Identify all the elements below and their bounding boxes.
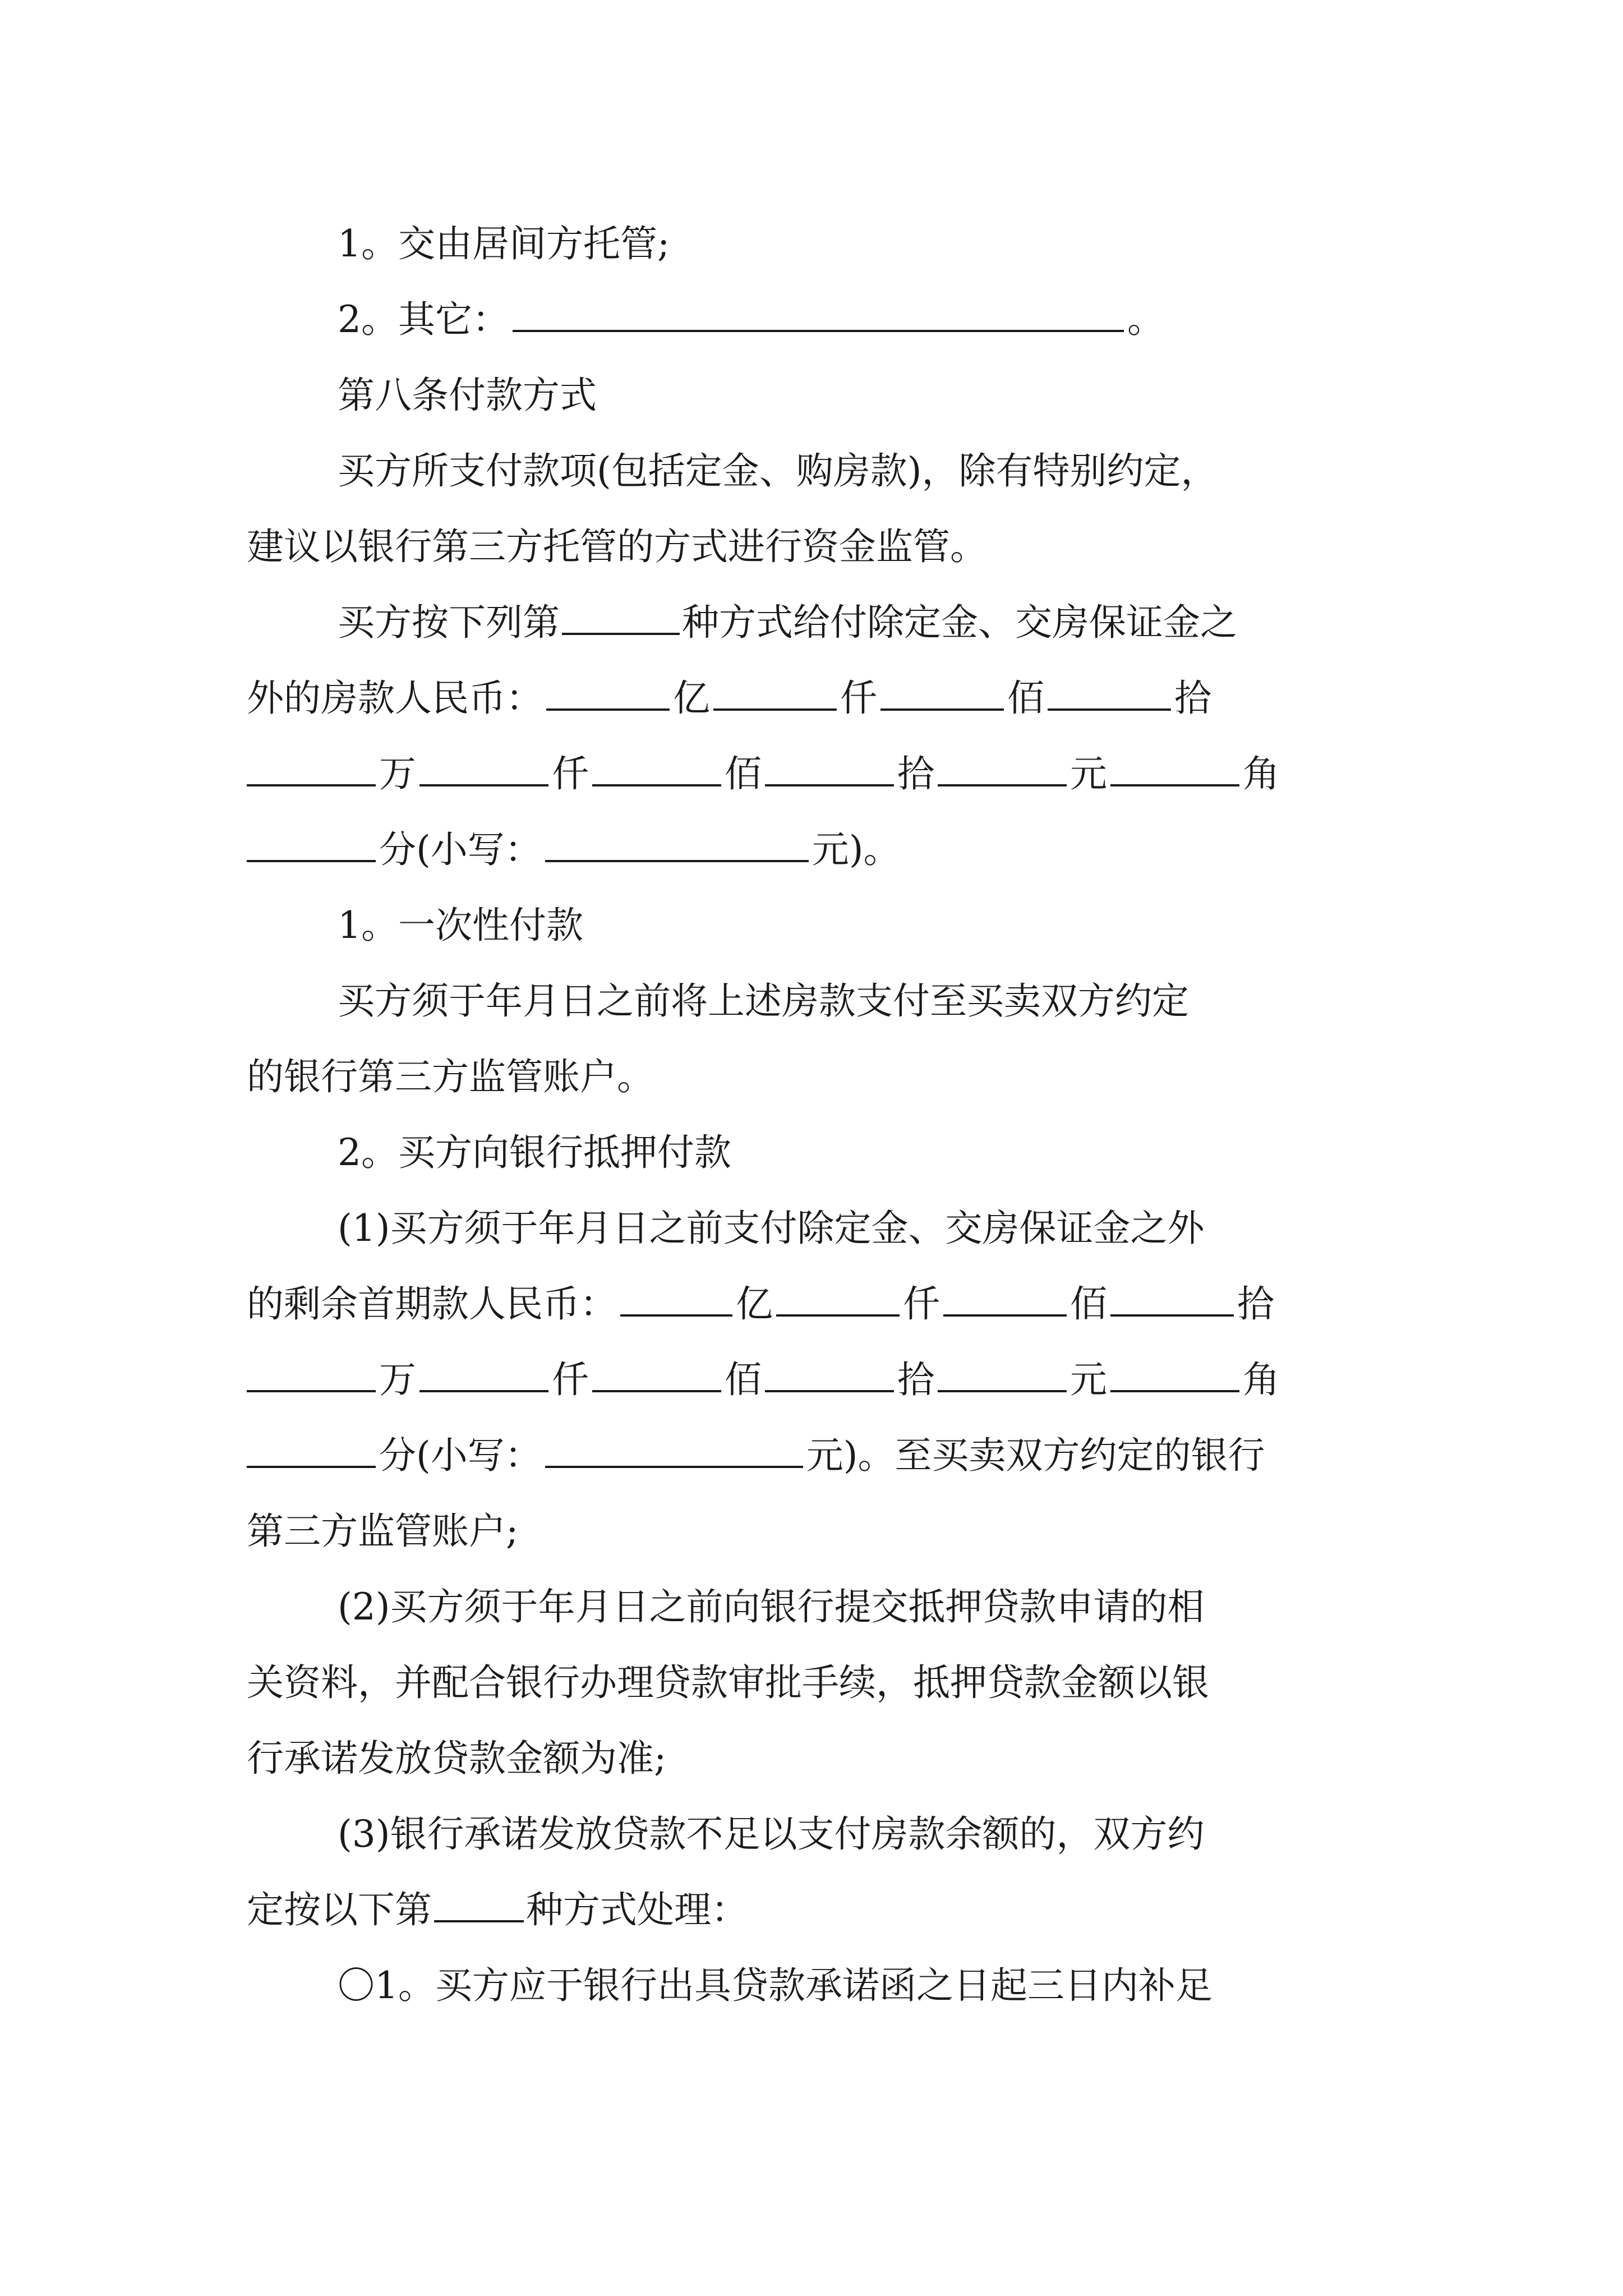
text-payment-intro-line2: 建议以银行第三方托管的方式进行资金监管。 <box>247 525 987 568</box>
blank-shi-3[interactable] <box>1110 1282 1234 1317</box>
unit-shi: 拾 <box>1174 677 1211 720</box>
unit-shi-3: 拾 <box>1237 1282 1274 1326</box>
text-lump-sum-line1: 买方须于年月日之前将上述房款支付至买卖双方约定 <box>338 979 1189 1023</box>
amount-line-4 <box>247 1276 1274 1332</box>
paragraph-mortgage-3-line1 <box>338 1806 1381 1862</box>
blank-wan-2[interactable] <box>247 1358 376 1392</box>
text-down-payment-label: 的剩余首期款人民币： <box>247 1282 617 1326</box>
amount-line-3 <box>247 822 901 878</box>
text-mortgage-3-prefix: 定按以下第 <box>247 1888 432 1931</box>
unit-bai-2: 佰 <box>725 752 762 795</box>
unit-shi-4: 拾 <box>897 1358 934 1401</box>
paragraph-payment-intro-line1 <box>338 443 1381 499</box>
paragraph-mortgage-2-line1 <box>338 1579 1381 1635</box>
unit-qian-3: 仟 <box>903 1282 940 1326</box>
paragraph-payment-intro-line2 <box>247 519 987 575</box>
blank-qian-3[interactable] <box>776 1282 900 1317</box>
paragraph-option-1 <box>338 1958 1381 2014</box>
unit-jiao-2: 角 <box>1243 1358 1280 1401</box>
unit-wan: 万 <box>379 752 416 795</box>
text-mortgage-3-line1: (3)银行承诺发放贷款不足以支付房款余额的，双方约 <box>338 1812 1205 1856</box>
blank-yuan[interactable] <box>938 752 1067 786</box>
amount-line-1 <box>247 670 1211 726</box>
blank-shi-2[interactable] <box>765 752 894 786</box>
text-payment-intro-line1: 买方所支付款项(包括定金、购房款)，除有特别约定， <box>338 449 1218 493</box>
blank-bai[interactable] <box>880 676 1004 711</box>
blank-jiao[interactable] <box>1110 752 1239 786</box>
paragraph-lump-sum-line1 <box>338 973 1381 1029</box>
blank-other[interactable] <box>513 297 1124 332</box>
paragraph-mortgage-3-line2 <box>247 1882 748 1938</box>
text-mortgage-3-suffix: 种方式处理： <box>526 1888 748 1931</box>
paragraph-mortgage-2-line3 <box>247 1731 666 1787</box>
blank-shi[interactable] <box>1048 676 1171 711</box>
amount-line-2 <box>247 746 1280 802</box>
blank-jiao-2[interactable] <box>1110 1358 1239 1392</box>
text-mortgage-1-line1: (1)买方须于年月日之前支付除定金、交房保证金之外 <box>338 1207 1205 1250</box>
text-method-choice-suffix: 种方式给付除定金、交房保证金之 <box>682 601 1237 644</box>
text-house-payment-label: 外的房款人民币： <box>247 677 543 720</box>
blank-lowercase-amount-2[interactable] <box>545 1433 803 1468</box>
text-mortgage-1-line5: 第三方监管账户; <box>247 1510 519 1553</box>
text-option-1: 〇1。买方应于银行出具贷款承诺函之日起三日内补足 <box>338 1964 1212 2007</box>
paragraph-other <box>338 292 1164 348</box>
blank-bai-3[interactable] <box>943 1282 1067 1317</box>
heading-payment-method: 第八条付款方式 <box>338 374 597 417</box>
text-mortgage-2-line1: (2)买方须于年月日之前向银行提交抵押贷款申请的相 <box>338 1585 1205 1628</box>
heading-mortgage: 2。买方向银行抵押付款 <box>338 1131 731 1174</box>
blank-bai-2[interactable] <box>592 752 721 786</box>
blank-bai-4[interactable] <box>592 1358 721 1392</box>
blank-yi[interactable] <box>546 676 670 711</box>
heading-lump-sum: 1。一次性付款 <box>338 904 583 947</box>
unit-shi-2: 拾 <box>897 752 934 795</box>
text-other-label: 2。其它： <box>338 298 509 341</box>
blank-wan[interactable] <box>247 752 376 786</box>
blank-handling-method[interactable] <box>434 1888 524 1922</box>
blank-shi-4[interactable] <box>765 1358 894 1392</box>
blank-qian-2[interactable] <box>419 752 548 786</box>
unit-bai-3: 佰 <box>1070 1282 1107 1326</box>
blank-fen-2[interactable] <box>247 1433 376 1468</box>
text-lump-sum-line2: 的银行第三方监管账户。 <box>247 1055 654 1098</box>
unit-yi: 亿 <box>673 677 710 720</box>
blank-qian-4[interactable] <box>419 1358 548 1392</box>
amount-line-6 <box>247 1428 1265 1484</box>
unit-yuan: 元 <box>1070 752 1107 795</box>
unit-bai: 佰 <box>1007 677 1044 720</box>
unit-qian: 仟 <box>840 677 877 720</box>
text-method-choice-prefix: 买方按下列第 <box>338 601 560 644</box>
text-mortgage-2-line2: 关资料，并配合银行办理贷款审批手续，抵押贷款金额以银 <box>247 1661 1209 1704</box>
section-heading-article-8 <box>338 367 597 424</box>
unit-yi-2: 亿 <box>736 1282 773 1326</box>
text-custody-by-intermediary: 1。交由居间方托管; <box>338 222 670 265</box>
blank-yuan-2[interactable] <box>938 1358 1067 1392</box>
blank-fen[interactable] <box>247 827 376 862</box>
paragraph-custody-by-intermediary <box>338 216 670 272</box>
unit-jiao: 角 <box>1243 752 1280 795</box>
paragraph-lump-sum-line2 <box>247 1049 654 1105</box>
amount-line-5 <box>247 1352 1280 1408</box>
paragraph-mortgage-1-line5 <box>247 1503 518 1559</box>
unit-bai-4: 佰 <box>725 1358 762 1401</box>
text-mortgage-2-line3: 行承诺发放贷款金额为准; <box>247 1737 667 1780</box>
blank-yi-2[interactable] <box>620 1282 732 1317</box>
blank-lowercase-amount[interactable] <box>545 827 809 862</box>
text-other-end: 。 <box>1127 298 1164 341</box>
blank-method-number[interactable] <box>562 600 680 635</box>
unit-yuan-2: 元 <box>1070 1358 1107 1401</box>
text-yuan-end: 元)。 <box>811 828 901 871</box>
paragraph-mortgage-2-line2 <box>247 1655 1381 1711</box>
blank-qian[interactable] <box>713 676 837 711</box>
paragraph-lump-sum <box>338 898 583 954</box>
unit-qian-2: 仟 <box>552 752 589 795</box>
paragraph-mortgage <box>338 1125 731 1181</box>
paragraph-mortgage-1-line1 <box>338 1200 1381 1257</box>
paragraph-method-choice <box>338 595 1237 651</box>
text-fen-lowercase: 分(小写： <box>379 828 542 871</box>
text-fen-lowercase-2: 分(小写： <box>379 1434 542 1477</box>
unit-qian-4: 仟 <box>552 1358 589 1401</box>
unit-wan-2: 万 <box>379 1358 416 1401</box>
text-yuan-end-2: 元)。至买卖双方约定的银行 <box>806 1434 1265 1477</box>
